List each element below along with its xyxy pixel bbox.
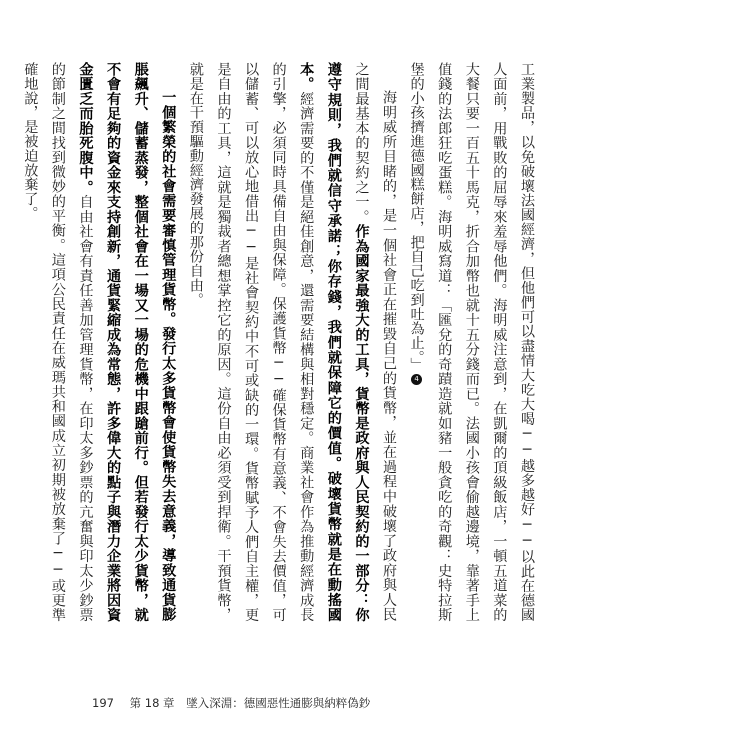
body-text: [16, 62, 540, 622]
bold-text-segment: 作為國家最強大的工具，貨幣是政府與人民契約的一部分：你遵守規則，我們就信守承諾；你存錢，我們就保障它的價值。破壞貨幣就是在動搖國本。: [298, 62, 370, 622]
paragraph: [181, 62, 402, 622]
chapter-title: 墜入深淵：德國惡性通膨與納粹偽鈔: [186, 696, 371, 710]
page-footer: [92, 695, 370, 711]
paragraph: [402, 62, 540, 622]
text-segment: 工業製品，以免破壞法國經濟，但他們可以盡情大吃大喝──越多越好──以此在德國人面前，用戰敗的屈辱來羞辱他們。海明威注意到，在凱爾的頂級飯店，一頓五道菜的大餐只要一百五十馬克，折合加幣也就十五分錢而已。法國小孩會偷越邊境，靠著手上值錢的法郎狂吃蛋糕。海明威寫道：「匯兌的奇蹟造就如豬一般貪吃的奇觀：史特拉斯堡的小孩擠進德國糕餅店，把自己吃到吐為止。」: [408, 62, 535, 622]
text-segment: 自由社會有責任善加管理貨幣，在印太多鈔票的亢奮與印太少鈔票的節制之間找到微妙的平衡。這項公民責任在威瑪共和國成立初期被放棄了──或更準確地說，是被迫放棄了。: [22, 62, 94, 622]
page-number: 197: [92, 696, 114, 710]
paragraph: [16, 62, 182, 622]
chapter-label: 第 18 章: [129, 696, 175, 710]
text-segment: 經濟需要的不僅是絕佳創意，還需要結構與相對穩定。商業社會作為推動經濟成長的引擎，必須同時具備自由與保障。保護貨幣──確保貨幣有意義、不會失去價值，可以儲蓄、可以放心地借出──是社會契約中不可或缺的一環。貨幣賦予人們自主權，更是自由的工具，這就是獨裁者總想掌控它的原因。這份自由必須受到捍衛。干預貨幣，就是在干預驅動經濟發展的那份自由。: [187, 62, 315, 622]
bold-text-segment: 一個繁榮的社會需要審慎管理貨幣。發行太多貨幣會使貨幣失去意義，導致通貨膨脹飆升、儲蓄蒸發，整個社會在一場又一場的危機中跟蹌前行。但若發行太少貨幣，就不會有足夠的資金來支持創新，通貨緊縮成為常態，許多偉大的點子與潛力企業將因資金匱乏而胎死腹中。: [77, 62, 177, 622]
text-segment: 海明威所目睹的，是一個社會正在摧毀自己的貨幣，並在過程中破壞了政府與人民之間最基本的契約之一。: [353, 62, 398, 622]
footnote-marker: 4: [412, 375, 421, 384]
